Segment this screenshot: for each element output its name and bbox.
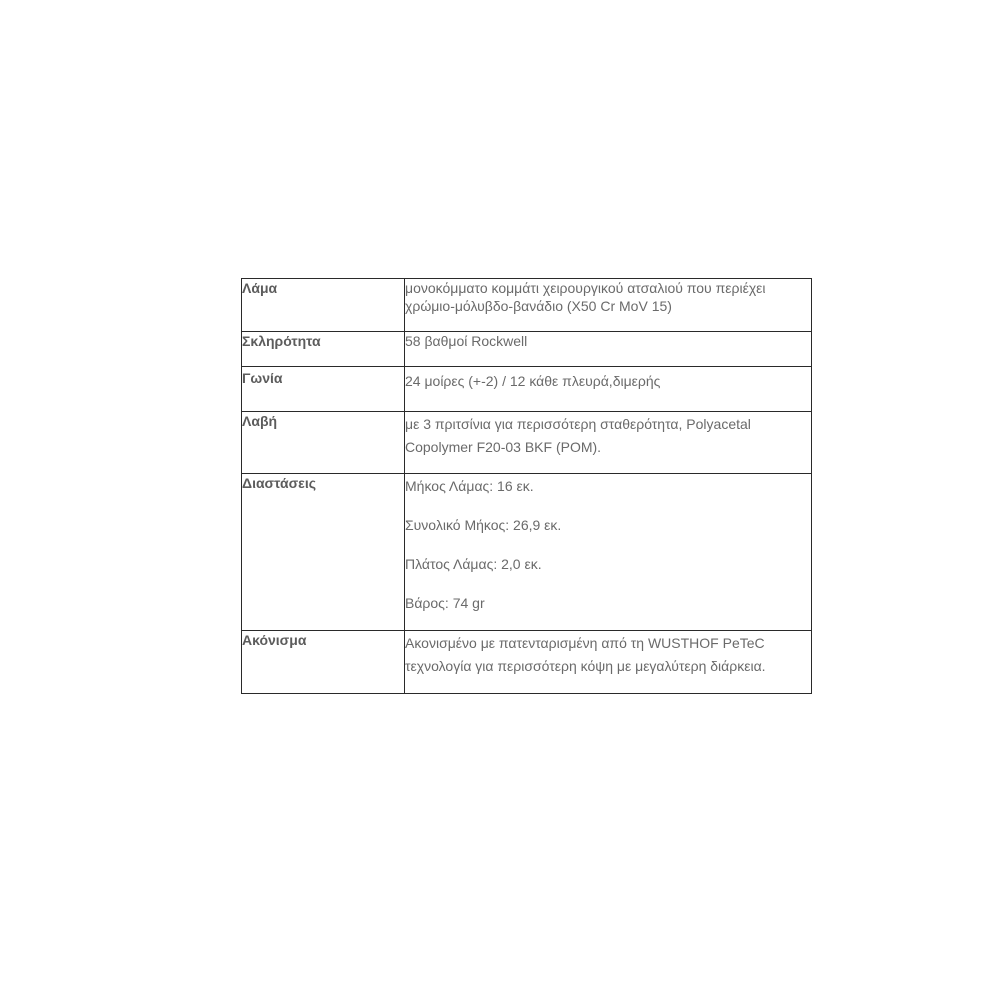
row-value-text: μονοκόμματο κομμάτι χειρουργικού ατσαλιού που περιέχει χρώμιο-μόλυβδο-βανάδιο (X50 Cr MoV 15)	[405, 280, 766, 314]
row-label: Λάμα	[242, 279, 405, 332]
weight-text: Βάρος: 74 gr	[405, 595, 485, 611]
row-label: Ακόνισμα	[242, 631, 405, 694]
blade-width-text: Πλάτος Λάμας: 2,0 εκ.	[405, 556, 542, 572]
row-label: Σκληρότητα	[242, 332, 405, 367]
row-value	[405, 412, 812, 474]
table-row-angle	[242, 367, 812, 412]
spec-table	[241, 278, 812, 694]
table-row-sharpening	[242, 631, 812, 694]
row-label: Διαστάσεις	[242, 474, 405, 631]
row-value-text: Ακονισμένο με πατενταρισμένη από τη WUSTHOF PeTeC τεχνολογία για περισσότερη κόψη με μεγαλύτερη διάρκεια.	[405, 635, 766, 674]
total-length-text: Συνολικό Μήκος: 26,9 εκ.	[405, 517, 562, 533]
row-value-text: 24 μοίρες (+-2) / 12 κάθε πλευρά,διμερής	[405, 373, 661, 389]
row-value	[405, 332, 812, 367]
row-label: Λαβή	[242, 412, 405, 474]
row-label: Γωνία	[242, 367, 405, 412]
table-row-blade	[242, 279, 812, 332]
row-value	[405, 474, 812, 631]
row-value	[405, 631, 812, 694]
row-value	[405, 367, 812, 412]
table-row-hardness	[242, 332, 812, 367]
blade-length-text: Μήκος Λάμας: 16 εκ.	[405, 478, 534, 494]
table-row-dimensions	[242, 474, 812, 631]
row-value	[405, 279, 812, 332]
row-value-text: με 3 πριτσίνια για περισσότερη σταθερότητα, Polyacetal Copolymer F20-03 BKF (POM).	[405, 416, 751, 455]
table-row-handle	[242, 412, 812, 474]
row-value-text: 58 βαθμοί Rockwell	[405, 333, 528, 349]
